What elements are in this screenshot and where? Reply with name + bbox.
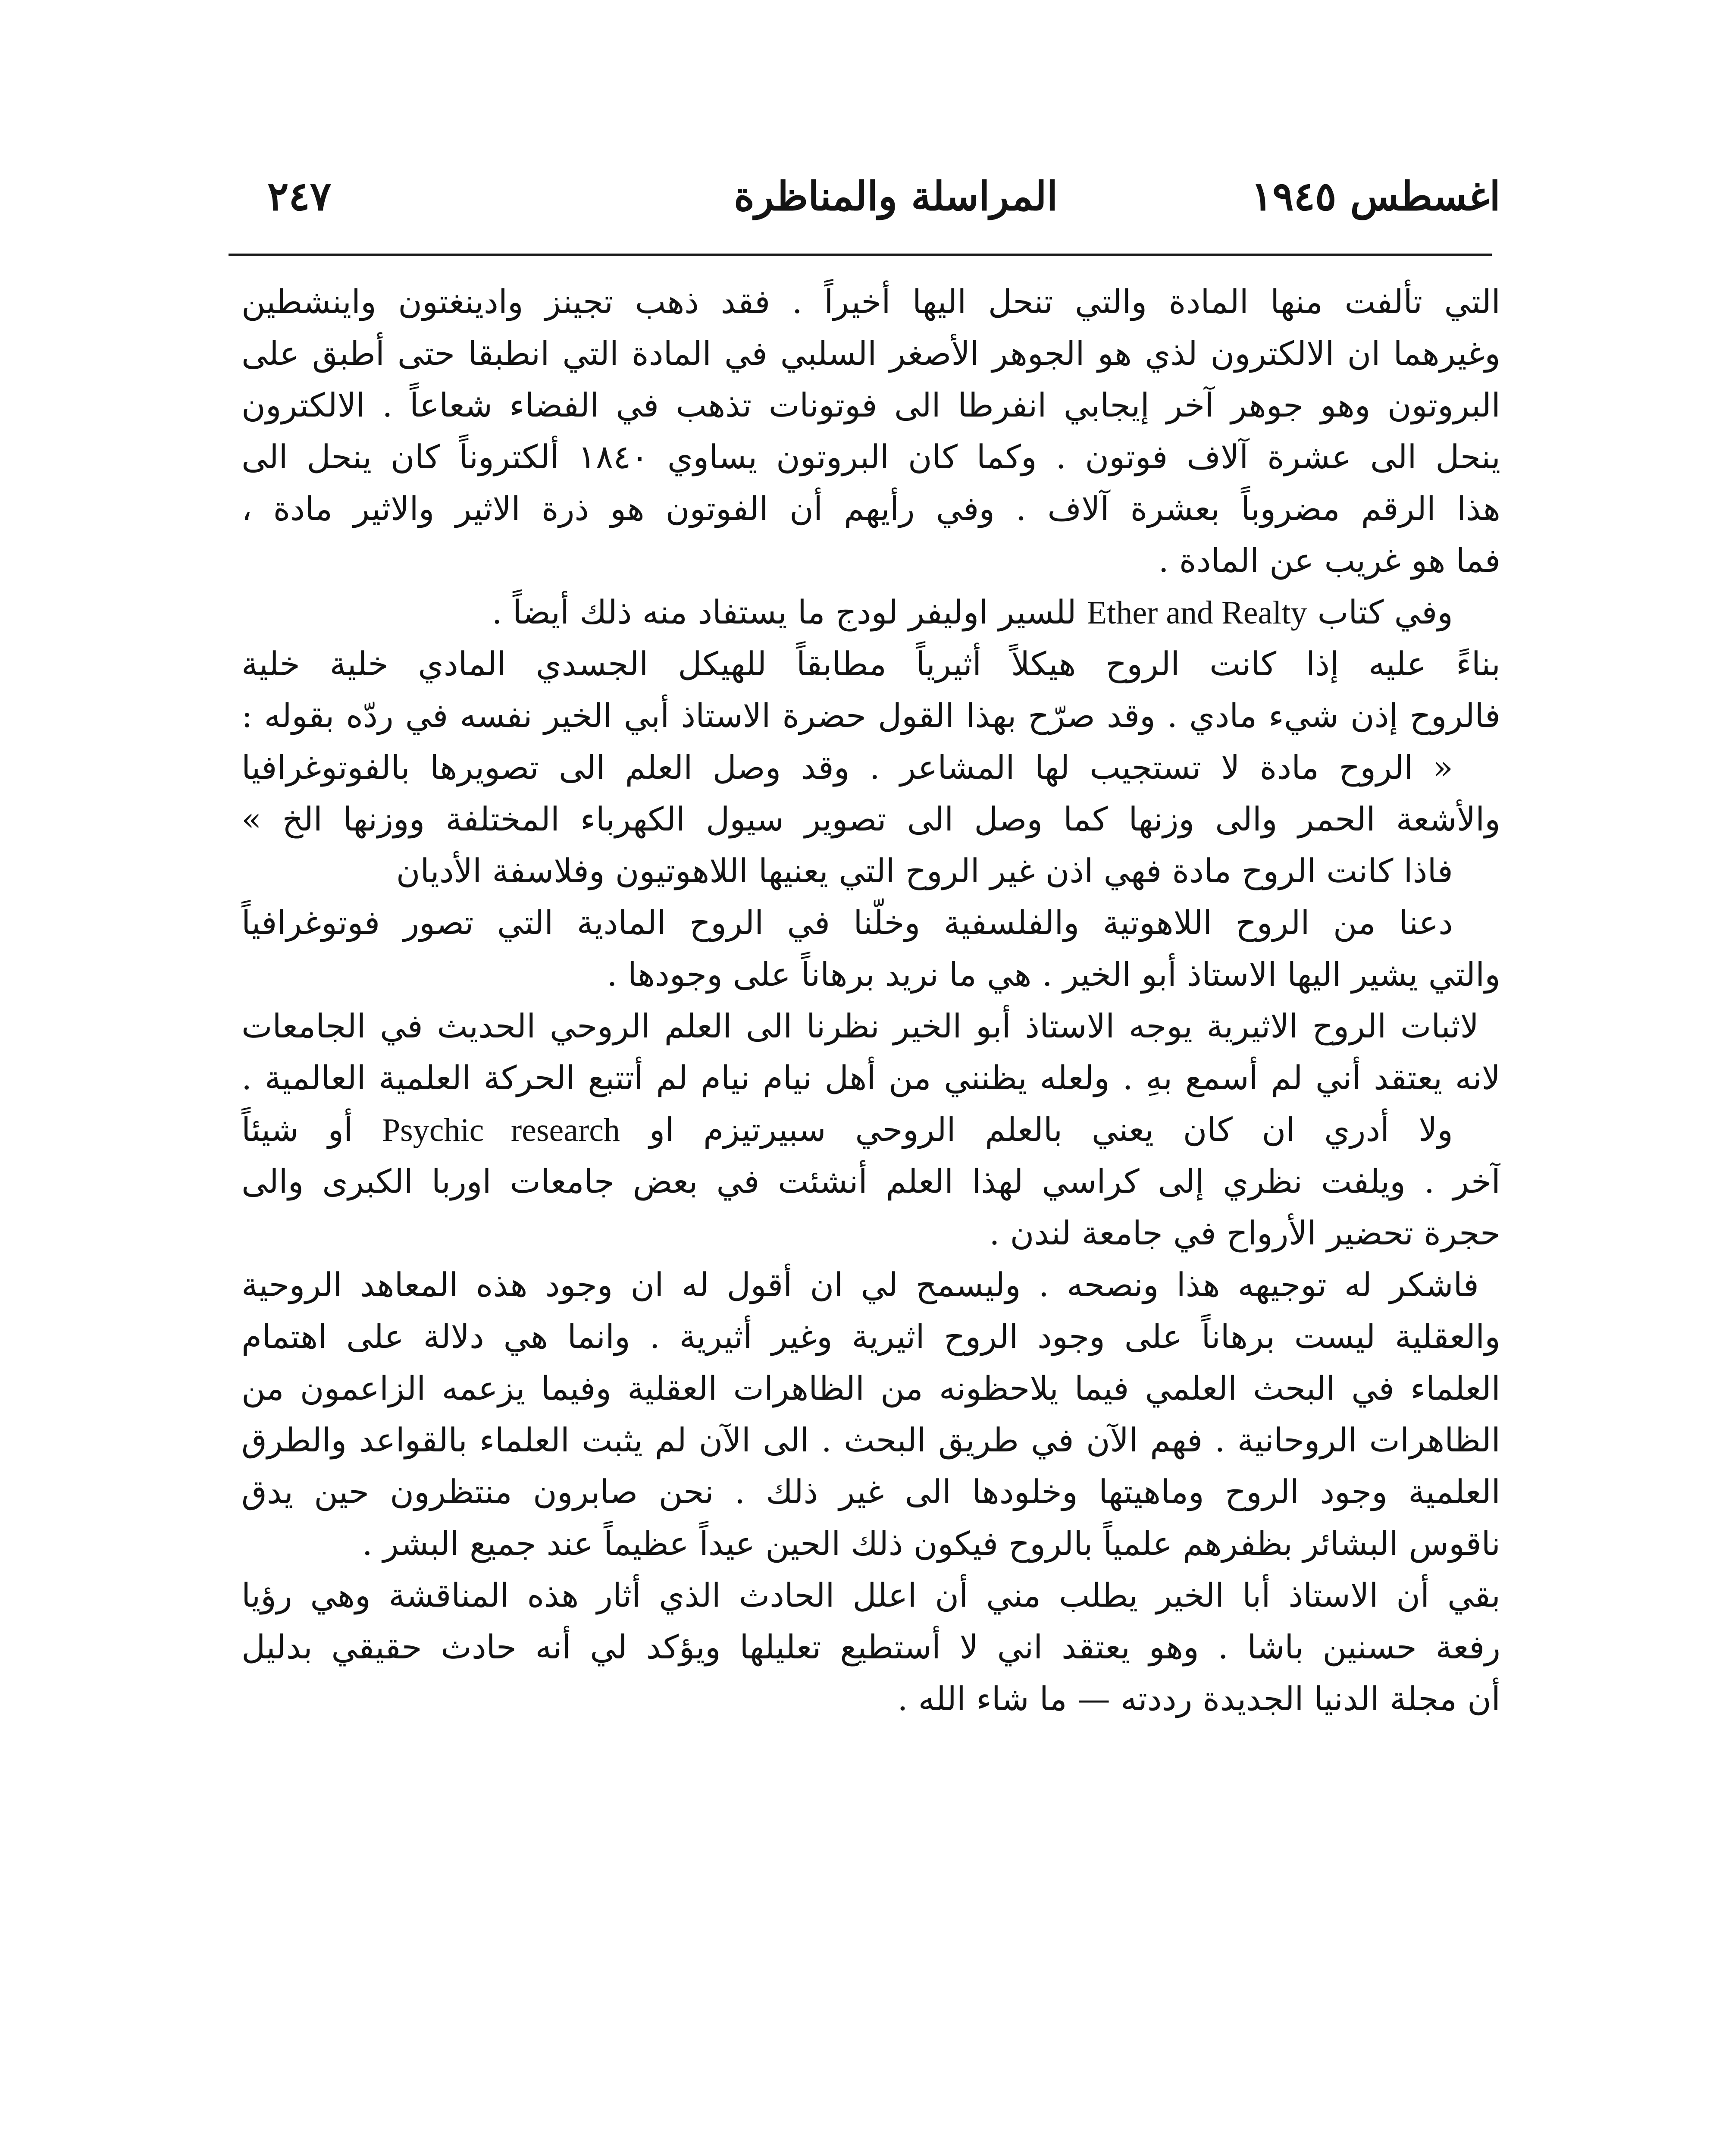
text-line: البروتون وهو جوهر آخر إيجابي انفرطا الى فوتونات تذهب في الفضاء شعاعاً . الالكترون — [241, 386, 1500, 424]
text-line: والتي يشير اليها الاستاذ أبو الخير . هي ما نريد برهاناً على وجودها . — [607, 955, 1500, 993]
text-line: فاذا كانت الروح مادة فهي اذن غير الروح التي يعنيها اللاهوتيون وفلاسفة الأديان — [396, 852, 1453, 890]
running-header — [241, 164, 1518, 229]
text-line: بناءً عليه إذا كانت الروح هيكلاً أثيرياً مطابقاً للهيكل الجسدي المادي خلية خلية — [241, 645, 1500, 683]
text-line: فاشكر له توجيهه هذا ونصحه . وليسمح لي ان أقول له ان وجود هذه المعاهد الروحية — [241, 1266, 1479, 1304]
text-line: ناقوس البشائر بظفرهم علمياً بالروح فيكون ذلك الحين عيداً عظيماً عند جميع البشر . — [362, 1524, 1500, 1563]
latin-phrase: Ether and Realty — [1087, 595, 1307, 631]
header-divider — [229, 254, 1492, 256]
text-line: ولا أدري ان كان يعني بالعلم الروحي سبيرتيزم او Psychic research أو شيئاً — [241, 1110, 1453, 1149]
text-line: حجرة تحضير الأرواح في جامعة لندن . — [989, 1214, 1500, 1252]
text-line: والأشعة الحمر والى وزنها كما وصل الى تصوير سيول الكهرباء المختلفة ووزنها الخ » — [241, 800, 1500, 838]
text-line: ينحل الى عشرة آلاف فوتون . وكما كان البروتون يساوي ١٨٤٠ ألكتروناً كان ينحل الى — [241, 438, 1500, 476]
text-line: دعنا من الروح اللاهوتية والفلسفية وخلّنا في الروح المادية التي تصور فوتوغرافياً — [241, 903, 1453, 942]
text-line: التي تألفت منها المادة والتي تنحل اليها أخيراً . فقد ذهب تجينز وادينغتون واينشطين — [241, 282, 1500, 321]
text-line: لاثبات الروح الاثيرية يوجه الاستاذ أبو الخير نظرنا الى العلم الروحي الحديث في الجامعات — [241, 1007, 1479, 1045]
header-title: المراسلة والمناظرة — [733, 173, 1058, 219]
article-body — [241, 276, 1500, 1725]
text-line: العلماء في البحث العلمي فيما يلاحظونه من الظاهرات العقلية وفيما يزعمه الزاعمون من — [241, 1369, 1500, 1407]
text-line: وغيرهما ان الالكترون لذي هو الجوهر الأصغر السلبي في المادة التي انطبقا حتى أطبق على — [241, 334, 1500, 373]
text-line: والعقلية ليست برهاناً على وجود الروح اثيرية وغير أثيرية . وانما هي دلالة على اهتمام — [241, 1317, 1500, 1356]
text-line: بقي أن الاستاذ أبا الخير يطلب مني أن اعلل الحادث الذي أثار هذه المناقشة وهي رؤيا — [241, 1576, 1500, 1614]
text-line: آخر . ويلفت نظري إلى كراسي لهذا العلم أنشئت في بعض جامعات اوربا الكبرى والى — [241, 1162, 1500, 1200]
text-line: رفعة حسنين باشا . وهو يعتقد اني لا أستطيع تعليلها ويؤكد لي أنه حادث حقيقي بدليل — [241, 1628, 1500, 1666]
text-line: فما هو غريب عن المادة . — [1158, 541, 1500, 580]
text-line: الظاهرات الروحانية . فهم الآن في طريق البحث . الى الآن لم يثبت العلماء بالقواعد والطرق — [241, 1421, 1500, 1459]
header-date: اغسطس ١٩٤٥ — [1251, 173, 1500, 219]
text-line: فالروح إذن شيء مادي . وقد صرّح بهذا القول حضرة الاستاذ أبي الخير نفسه في ردّه بقوله : — [241, 696, 1500, 735]
text-line: أن مجلة الدنيا الجديدة رددته — ما شاء الله . — [897, 1680, 1500, 1718]
page-number: ٢٤٧ — [267, 173, 332, 219]
text-line: وفي كتاب Ether and Realty للسير اوليفر لودج ما يستفاد منه ذلك أيضاً . — [492, 593, 1453, 631]
latin-phrase: Psychic research — [382, 1112, 620, 1148]
text-line: لانه يعتقد أني لم أسمع بهِ . ولعله يظنني من أهل نيام نيام لم أتتبع الحركة العلمية العالمية . — [241, 1059, 1500, 1097]
text-line: هذا الرقم مضروباً بعشرة آلاف . وفي رأيهم أن الفوتون هو ذرة الاثير والاثير مادة ، — [241, 489, 1500, 528]
text-line: « الروح مادة لا تستجيب لها المشاعر . وقد وصل العلم الى تصويرها بالفوتوغرافيا — [241, 748, 1453, 787]
text-line: العلمية وجود الروح وماهيتها وخلودها الى غير ذلك . نحن صابرون منتظرون حين يدق — [241, 1473, 1500, 1511]
